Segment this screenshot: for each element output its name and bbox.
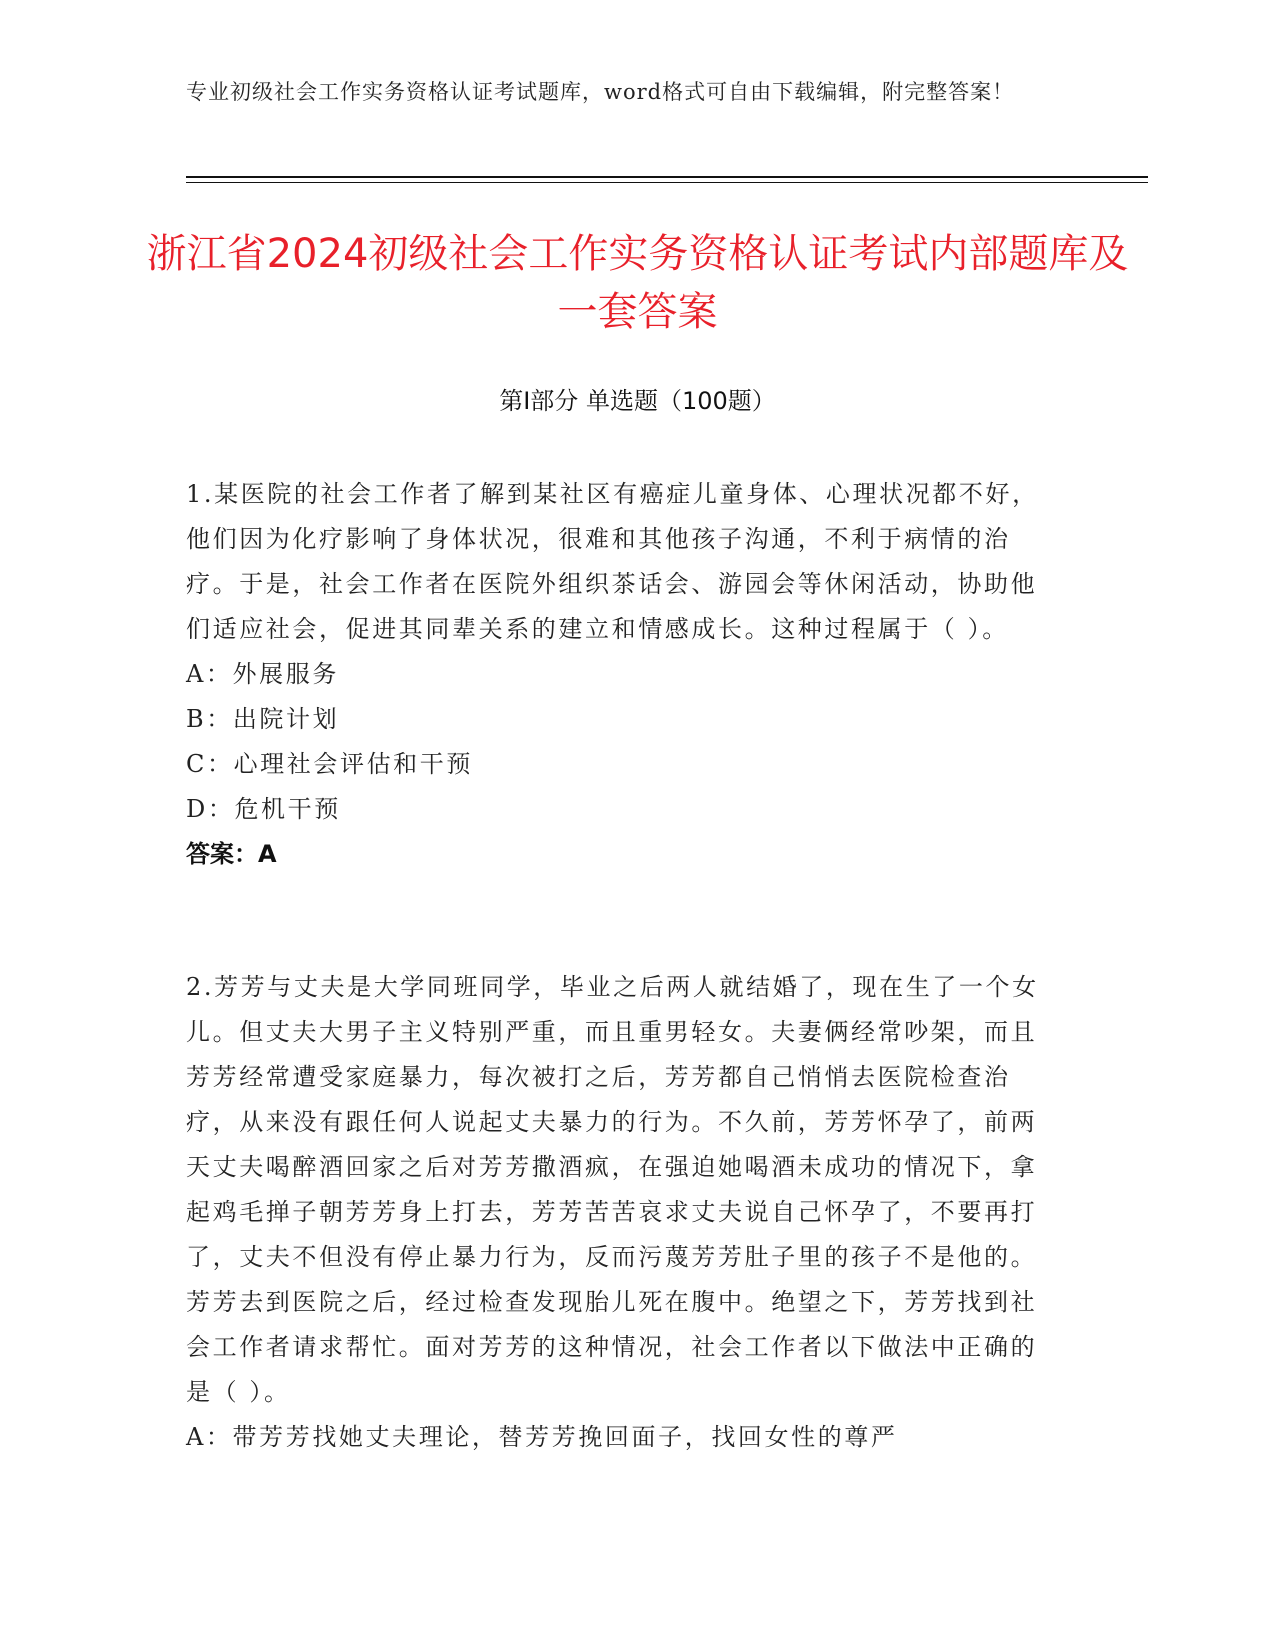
question-1 xyxy=(186,472,1056,877)
header-divider-thin xyxy=(186,182,1148,183)
question-1-option-b: B：出院计划 xyxy=(186,705,340,733)
document-title: 浙江省2024初级社会工作实务资格认证考试内部题库及一套答案 xyxy=(146,231,1129,335)
question-1-option-d: D：危机干预 xyxy=(186,795,341,823)
question-2-option-a: A：带芳芳找她丈夫理论，替芳芳挽回面子，找回女性的尊严 xyxy=(186,1423,898,1451)
header-note: 专业初级社会工作实务资格认证考试题库，word格式可自由下载编辑，附完整答案！ xyxy=(186,80,1015,104)
question-1-text: 1.某医院的社会工作者了解到某社区有癌症儿童身体、心理状况都不好，他们因为化疗影响了身体状况，很难和其他孩子沟通，不利于病情的治疗。于是，社会工作者在医院外组织茶话会、游园会等休闲活动，协助他们适应社会，促进其同辈关系的建立和情感成长。这种过程属于（ ）。 xyxy=(186,480,1039,643)
question-1-option-c: C：心理社会评估和干预 xyxy=(186,750,473,778)
header-divider-thick xyxy=(186,176,1148,178)
question-2-text: 2.芳芳与丈夫是大学同班同学，毕业之后两人就结婚了，现在生了一个女儿。但丈夫大男子主义特别严重，而且重男轻女。夫妻俩经常吵架，而且芳芳经常遭受家庭暴力，每次被打之后，芳芳都自己悄悄去医院检查治疗，从来没有跟任何人说起丈夫暴力的行为。不久前，芳芳怀孕了，前两天丈夫喝醉酒回家之后对芳芳撒酒疯，在强迫她喝酒未成功的情况下，拿起鸡毛掸子朝芳芳身上打去，芳芳苦苦哀求丈夫说自己怀孕了，不要再打了，丈夫不但没有停止暴力行为，反而污蔑芳芳肚子里的孩子不是他的。芳芳去到医院之后，经过检查发现胎儿死在腹中。绝望之下，芳芳找到社会工作者请求帮忙。面对芳芳的这种情况，社会工作者以下做法中正确的是（ ）。 xyxy=(186,973,1039,1406)
question-1-answer: 答案：A xyxy=(186,840,277,868)
section-heading: 第Ⅰ部分 单选题（100题） xyxy=(499,387,776,415)
question-2 xyxy=(186,965,1056,1460)
question-1-option-a: A：外展服务 xyxy=(186,660,339,688)
